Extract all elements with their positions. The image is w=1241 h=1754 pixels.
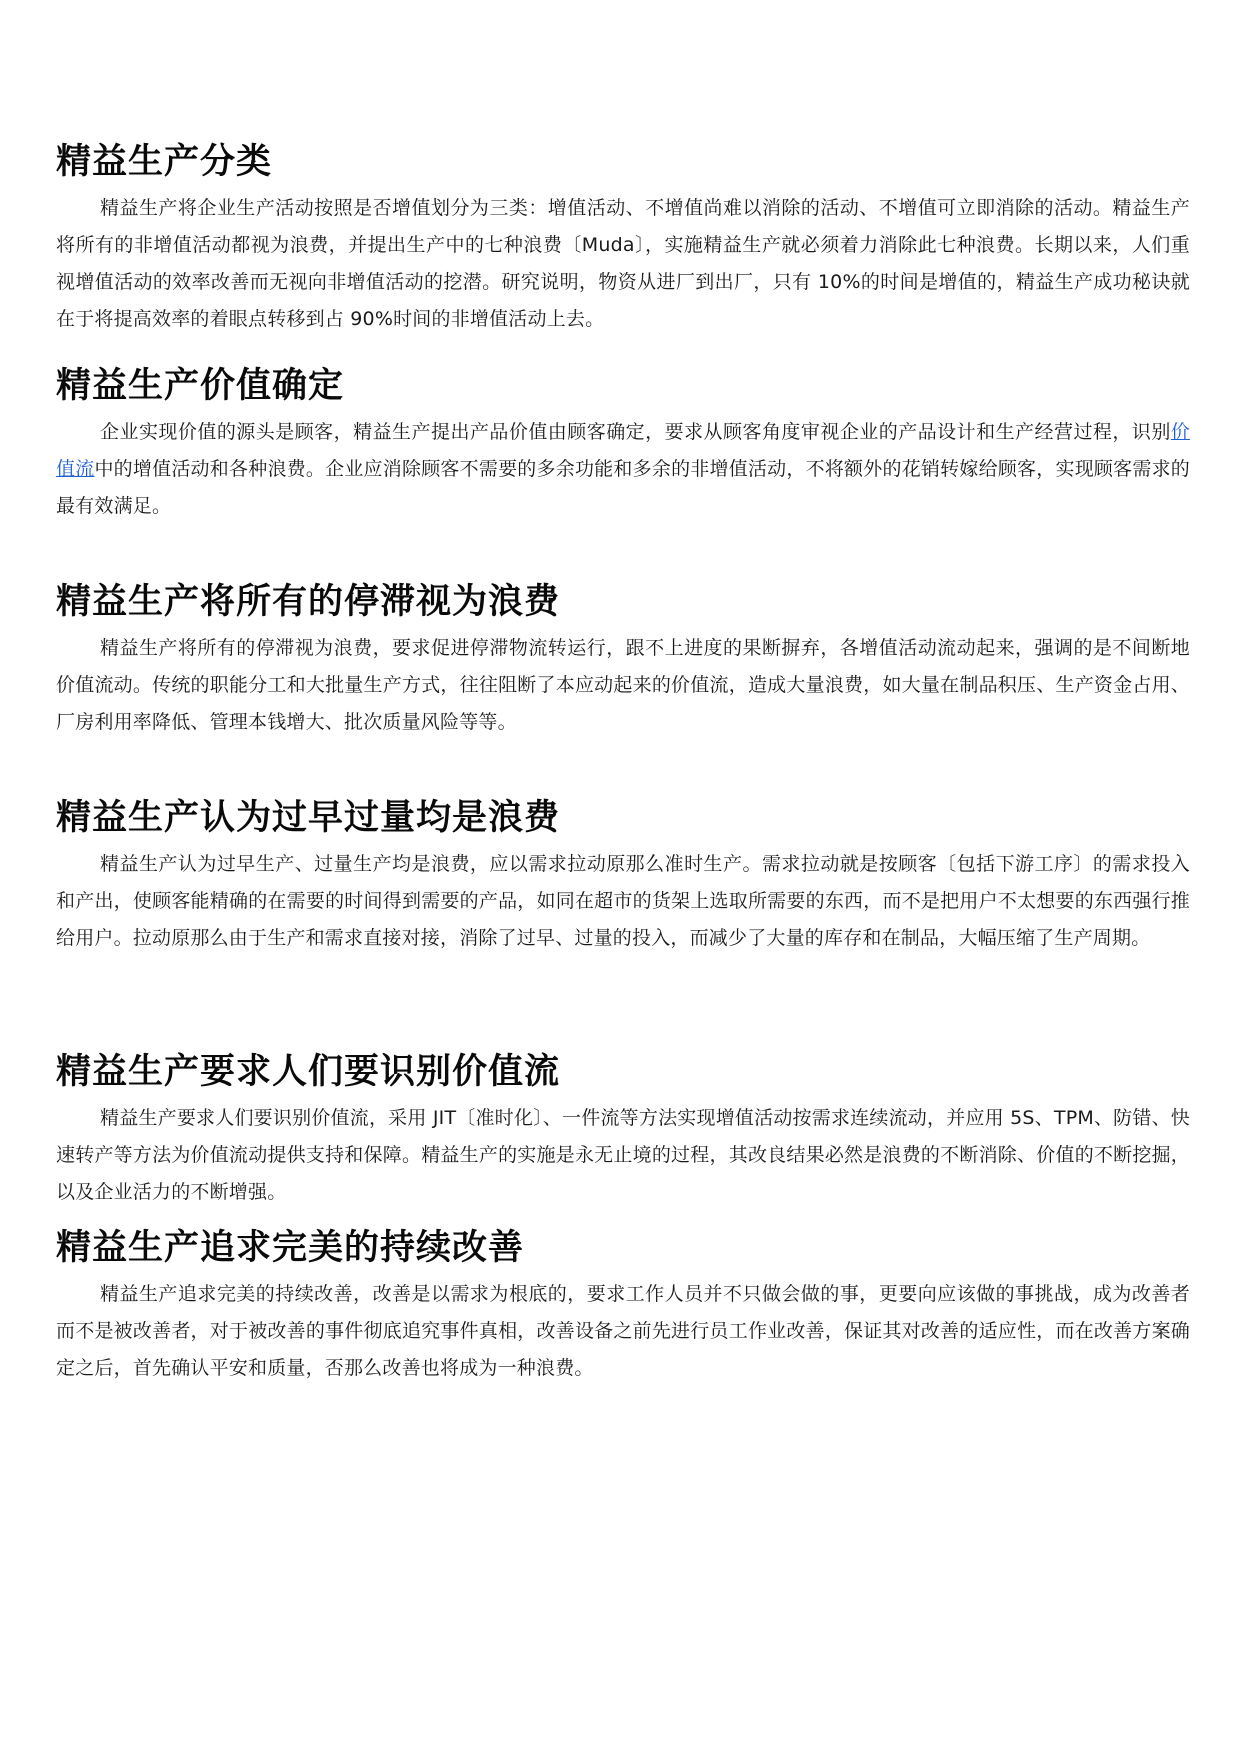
value-stream-link[interactable]: 价值流	[56, 421, 1190, 480]
section-value-definition	[56, 364, 1190, 525]
section-body: 精益生产要求人们要识别价值流，采用 JIT〔准时化〕、一件流等方法实现增值活动按需求连续流动，并应用 5S、TPM、防错、快速转产等方法为价值流动提供支持和保障。精益生产的实施是永无止境的过程，其改良结果必然是浪费的不断消除、价值的不断挖掘，以及企业活力的不断增强。	[56, 1107, 1190, 1203]
section-body: 精益生产认为过早生产、过量生产均是浪费，应以需求拉动原那么准时生产。需求拉动就是按顾客〔包括下游工序〕的需求投入和产出，使顾客能精确的在需要的时间得到需要的产品，如同在超市的货架上选取所需要的东西，而不是把用户不太想要的东西强行推给用户。拉动原那么由于生产和需求直接对接，消除了过早、过量的投入，而减少了大量的库存和在制品，大幅压缩了生产周期。	[56, 853, 1190, 949]
section-title: 精益生产追求完美的持续改善	[56, 1228, 525, 1268]
section-classification	[56, 140, 1190, 338]
section-value-stream	[56, 1050, 1190, 1211]
body-text-after-link: 中的增值活动和各种浪费。企业应消除顾客不需要的多余功能和多余的非增值活动，不将额外的花销转嫁给顾客，实现顾客需求的最有效满足。	[56, 458, 1191, 517]
section-title: 精益生产价值确定	[56, 366, 345, 406]
section-continuous-improvement	[56, 1226, 1190, 1387]
section-overproduction-waste	[56, 796, 1190, 957]
section-body: 精益生产将所有的停滞视为浪费，要求促进停滞物流转运行，跟不上进度的果断摒弃，各增值活动流动起来，强调的是不间断地价值流动。传统的职能分工和大批量生产方式，往往阻断了本应动起来的价值流，造成大量浪费，如大量在制品积压、生产资金占用、厂房利用率降低、管理本钱增大、批次质量风险等等。	[56, 637, 1190, 733]
section-title: 精益生产将所有的停滞视为浪费	[56, 582, 561, 622]
section-body	[56, 414, 1190, 525]
section-stagnation-waste	[56, 580, 1190, 741]
section-title: 精益生产分类	[56, 142, 273, 182]
body-text-before-link: 企业实现价值的源头是顾客，精益生产提出产品价值由顾客确定，要求从顾客角度审视企业的产品设计和生产经营过程，识别	[100, 421, 1171, 443]
section-title: 精益生产认为过早过量均是浪费	[56, 798, 561, 838]
section-body: 精益生产追求完美的持续改善，改善是以需求为根底的，要求工作人员并不只做会做的事，更要向应该做的事挑战，成为改善者而不是被改善者，对于被改善的事件彻底追究事件真相，改善设备之前先进行员工作业改善，保证其对改善的适应性，而在改善方案确定之后，首先确认平安和质量，否那么改善也将成为一种浪费。	[56, 1283, 1190, 1379]
section-body: 精益生产将企业生产活动按照是否增值划分为三类：增值活动、不增值尚难以消除的活动、不增值可立即消除的活动。精益生产将所有的非增值活动都视为浪费，并提出生产中的七种浪费〔Muda〕，实施精益生产就必须着力消除此七种浪费。长期以来，人们重视增值活动的效率改善而无视向非增值活动的挖潜。研究说明，物资从进厂到出厂，只有 10%的时间是增值的，精益生产成功秘诀就在于将提高效率的着眼点转移到占 90%时间的非增值活动上去。	[56, 197, 1190, 330]
section-title: 精益生产要求人们要识别价值流	[56, 1052, 561, 1092]
